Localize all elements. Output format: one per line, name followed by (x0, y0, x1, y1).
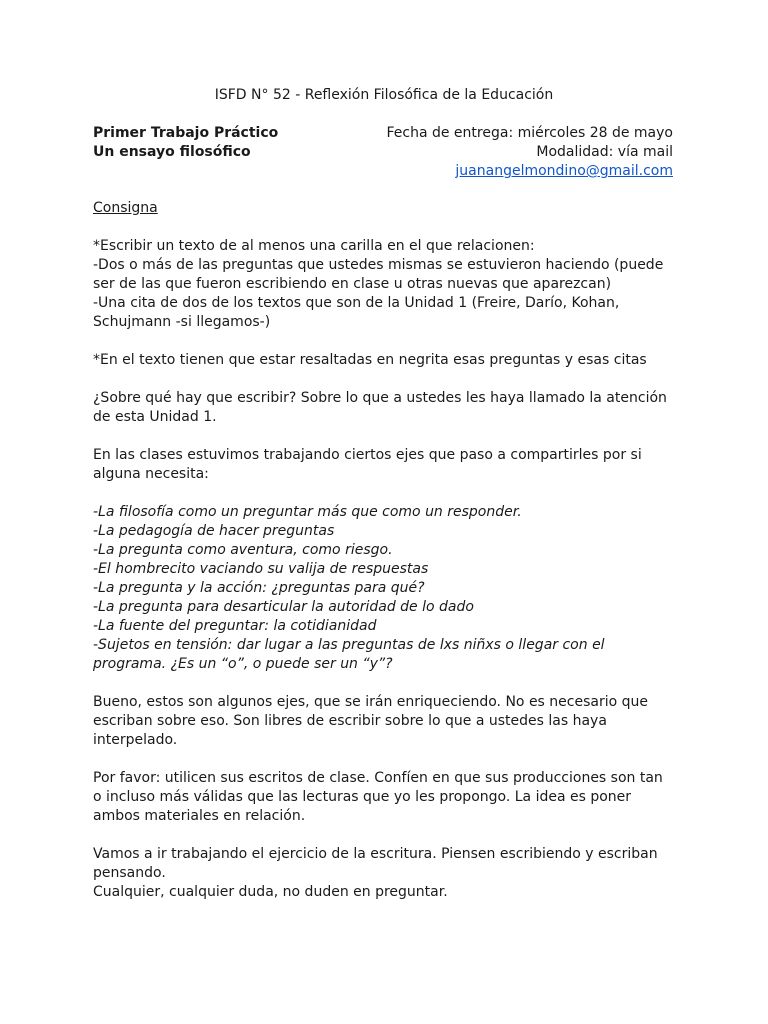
closing-line: Cualquier, cualquier duda, no duden en preguntar. (93, 884, 448, 900)
paragraph-notes: Por favor: utilicen sus escritos de clase. Confíen en que sus producciones son tan o incluso más válidas que las lecturas que yo les propongo. La idea es poner ambos materiales en relación. (93, 770, 663, 824)
header-row-2 (93, 143, 673, 162)
bold-note: *En el texto tienen que estar resaltadas en negrita esas preguntas y esas citas (93, 352, 647, 368)
consigna-heading: Consigna (93, 200, 158, 216)
instruction-line: -Una cita de dos de los textos que son de la Unidad 1 (Freire, Darío, Kohan, Schujmann -si llegamos-) (93, 295, 620, 330)
modality: Modalidad: vía mail (536, 144, 673, 160)
closing-line: Vamos a ir trabajando el ejercicio de la escritura. Piensen escribiendo y escriban pensando. (93, 846, 658, 881)
what-to-write: ¿Sobre qué hay que escribir? Sobre lo que a ustedes les haya llamado la atención de esta Unidad 1. (93, 390, 667, 425)
instruction-line: *Escribir un texto de al menos una carilla en el que relacionen: (93, 238, 535, 254)
instructions-block (93, 237, 675, 332)
axis-item: -La filosofía como un preguntar más que como un responder. (93, 504, 522, 520)
axis-item: -La pregunta para desarticular la autoridad de lo dado (93, 599, 474, 615)
axes-intro: En las clases estuvimos trabajando ciertos ejes que paso a compartirles por si alguna necesita: (93, 447, 642, 482)
instruction-line: -Dos o más de las preguntas que ustedes mismas se estuvieron haciendo (puede ser de las que fueron escribiendo en clase u otras nuevas que aparezcan) (93, 257, 664, 292)
due-date: Fecha de entrega: miércoles 28 de mayo (386, 125, 673, 141)
axis-item: -Sujetos en tensión: dar lugar a las preguntas de lxs niñxs o llegar con el programa. ¿Es un “o”, o puede ser un “y”? (93, 637, 605, 672)
axis-item: -La pregunta y la acción: ¿preguntas para qué? (93, 580, 425, 596)
axis-item: -La fuente del preguntar: la cotidianidad (93, 618, 377, 634)
course-title: ISFD N° 52 - Reflexión Filosófica de la Educación (214, 87, 554, 103)
email-link[interactable]: juanangelmondino@gmail.com (455, 163, 673, 179)
header-row-3 (93, 162, 673, 181)
axis-item: -La pregunta como aventura, como riesgo. (93, 542, 393, 558)
axis-item: -La pedagogía de hacer preguntas (93, 523, 335, 539)
paragraph-axes: Bueno, estos son algunos ejes, que se irán enriqueciendo. No es necesario que escriban sobre eso. Son libres de escribir sobre lo que a ustedes las haya interpelado. (93, 694, 649, 748)
closing-block (93, 845, 675, 902)
header-row-1 (93, 124, 673, 143)
assignment-title: Primer Trabajo Práctico (93, 125, 279, 141)
document-body (93, 199, 675, 902)
axis-item: -El hombrecito vaciando su valija de respuestas (93, 561, 429, 577)
axes-list (93, 503, 675, 674)
assignment-subtitle: Un ensayo filosófico (93, 144, 251, 160)
